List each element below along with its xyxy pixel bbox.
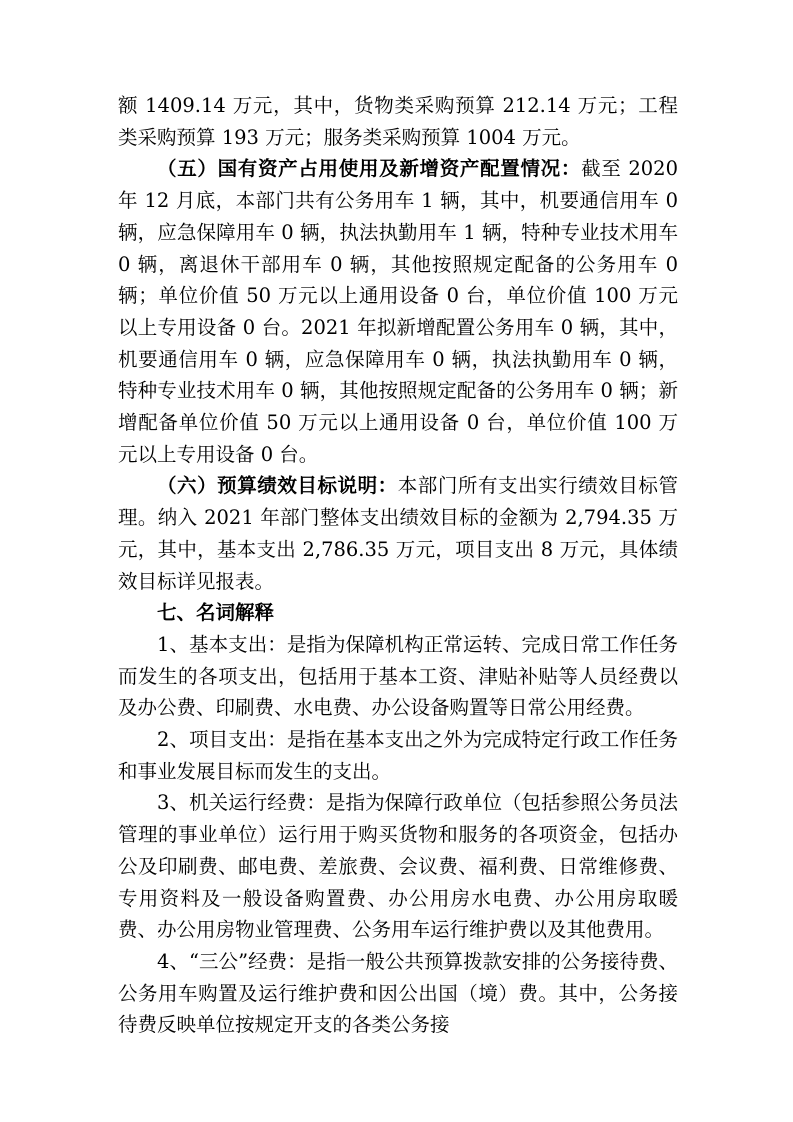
glossary-item-basic-expenditure: [118, 629, 678, 724]
paragraph-text: 3、机关运行经费：是指为保障行政单位（包括参照公务员法管理的事业单位）运行用于购买货物和服务的各项资金，包括办公及印刷费、邮电费、差旅费、会议费、福利费、日常维修费、专用资料及一般设备购置费、办公用房水电费、办公用房取暖费、办公用房物业管理费、公务用车运行维护费以及其他费用。: [118, 791, 678, 942]
paragraph-text: 本部门所有支出实行绩效目标管理。纳入 2021 年部门整体支出绩效目标的金额为 2,794.35 万元，其中，基本支出 2,786.35 万元，项目支出 8 万元，具体绩效目标详见报表。: [118, 474, 678, 593]
section-heading-performance-goals: （六）预算绩效目标说明：: [157, 474, 398, 498]
paragraph-procurement-budget-continuation: [118, 90, 678, 153]
paragraph-state-assets: [118, 153, 678, 470]
paragraph-text: 额 1409.14 万元，其中，货物类采购预算 212.14 万元；工程类采购预算 193 万元；服务类采购预算 1004 万元。: [118, 94, 678, 149]
paragraph-text: 4、“三公”经费：是指一般公共预算拨款安排的公务接待费、公务用车购置及运行维护费和因公出国（境）费。其中，公务接待费反映单位按规定开支的各类公务接: [118, 949, 678, 1037]
paragraph-performance-goals: [118, 470, 678, 597]
glossary-item-three-public-expenses: [118, 946, 678, 1041]
section-heading-state-assets: （五）国有资产占用使用及新增资产配置情况：: [157, 157, 582, 181]
document-page: [118, 90, 678, 1041]
section-heading-text: 七、名词解释: [157, 601, 275, 625]
paragraph-text: 截至 2020 年 12 月底，本部门共有公务用车 1 辆，其中，机要通信用车 0 辆，应急保障用车 0 辆，执法执勤用车 1 辆，特种专业技术用车 0 辆，离退休干部用车 0 辆，其他按照规定配备的公务用车 0 辆；单位价值 50 万元以上通用设备 0 台，单位价值 100 万元以上专用设备 0 台。2021 年拟新增配置公务用车 0 辆，其中，机要通信用车 0 辆，应急保障用车 0 辆，执法执勤用车 0 辆，特种专业技术用车 0 辆，其他按照规定配备的公务用车 0 辆；新增配备单位价值 50 万元以上通用设备 0 台，单位价值 100 万元以上专用设备 0 台。: [118, 157, 678, 466]
glossary-item-operating-expenses: [118, 787, 678, 946]
paragraph-text: 2、项目支出：是指在基本支出之外为完成特定行政工作任务和事业发展目标而发生的支出。: [118, 728, 678, 783]
section-heading-glossary: [118, 597, 678, 629]
glossary-item-project-expenditure: [118, 724, 678, 787]
paragraph-text: 1、基本支出：是指为保障机构正常运转、完成日常工作任务而发生的各项支出，包括用于基本工资、津贴补贴等人员经费以及办公费、印刷费、水电费、办公设备购置等日常公用经费。: [118, 632, 678, 720]
